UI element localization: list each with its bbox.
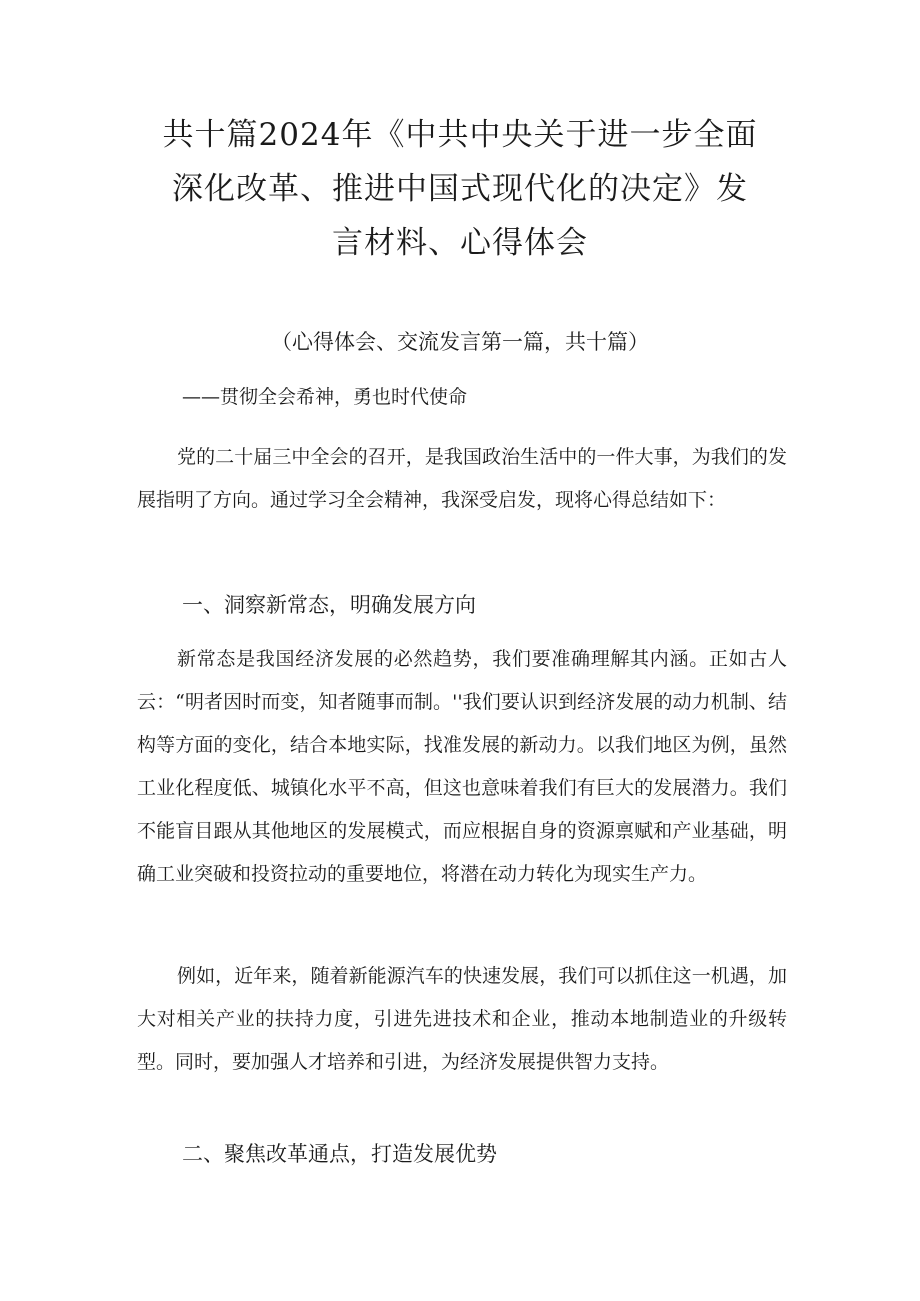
body-paragraph: 例如，近年来，随着新能源汽车的快速发展，我们可以抓住这一机遇，加大对相关产业的扶持力度，引进先进技术和企业，推动本地制造业的升级转型。同时，要加强人才培养和引进，为经济发展提供智力支持。 <box>137 965 787 1073</box>
document-subtitle: （心得体会、交流发言第一篇，共十篇） <box>271 330 649 354</box>
title-line: 深化改革、推进中国式现代化的决定》发 <box>172 171 748 207</box>
title-line: 共十篇2024年《中共中央关于进一步全面 <box>162 117 758 153</box>
body-paragraph: 党的二十届三中全会的召开，是我国政治生活中的一件大事，为我们的发展指明了方向。通过学习全会精神，我深受启发，现将心得总结如下： <box>137 446 787 511</box>
body-paragraph: 新常态是我国经济发展的必然趋势，我们要准确理解其内涵。正如古人云：“明者因时而变，知者随事而制。''我们要认识到经济发展的动力机制、结构等方面的变化，结合本地实际，找准发展的新动力。以我们地区为例，虽然工业化程度低、城镇化水平不高，但这也意味着我们有巨大的发展潜力。我们不能盲目跟从其他地区的发展模式，而应根据自身的资源禀赋和产业基础，明确工业突破和投资拉动的重要地位，将潜在动力转化为现实生产力。 <box>137 648 787 885</box>
title-line: 言材料、心得体会 <box>332 225 588 261</box>
document-tagline: ——贯彻全会希神，勇也时代使命 <box>182 386 468 408</box>
section-heading: 一、洞察新常态，明确发展方向 <box>182 593 476 617</box>
document-title <box>140 108 780 270</box>
section-heading: 二、聚焦改革通点，打造发展优势 <box>182 1142 497 1166</box>
